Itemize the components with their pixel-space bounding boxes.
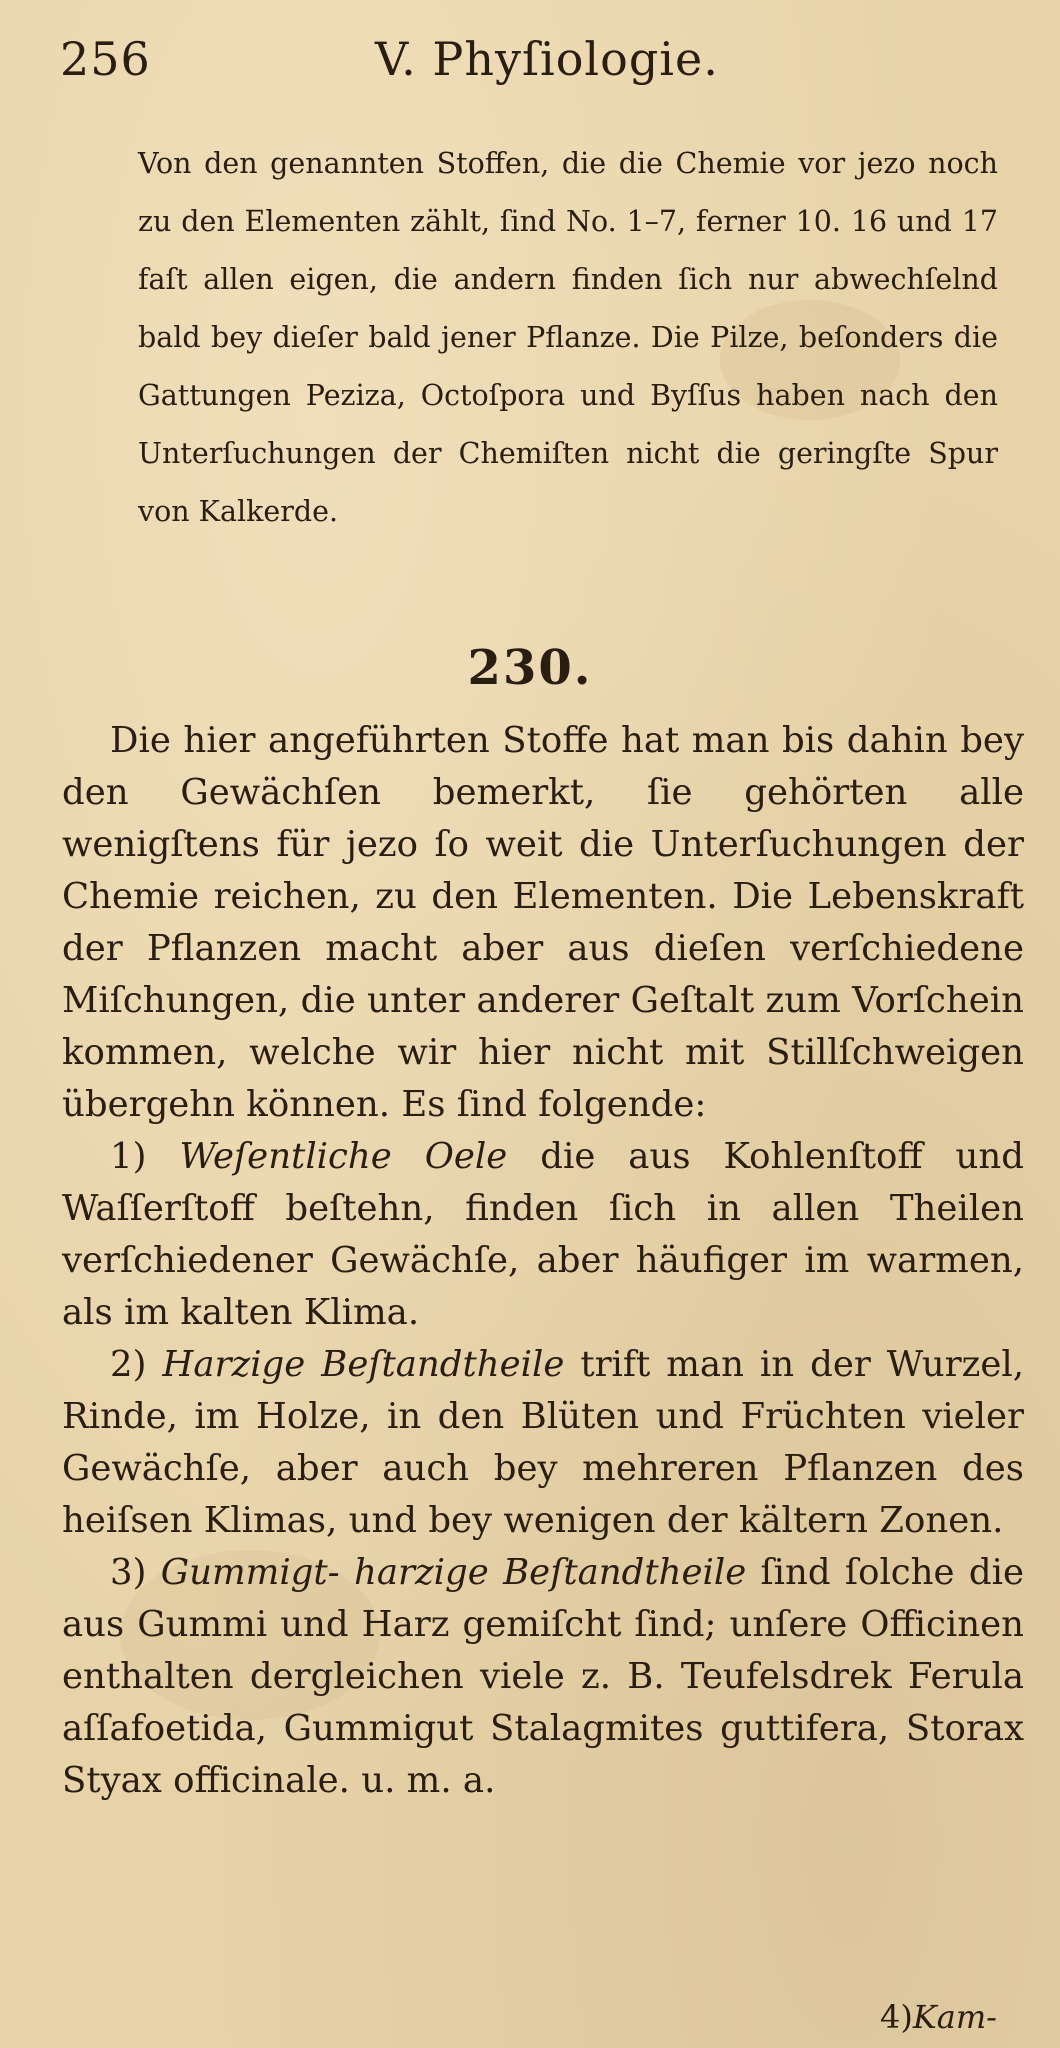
item-text: ſind ſolche die aus Gummi und Harz gemiſcht ſind; unſere Officinen enthalten dergleichen viele z. B. Teufelsdrek Ferula aſſafoetida, Gummigut Stalagmites guttifera, Storax Styax officinale. u. m. a. [62,1552,1024,1801]
section-number: 230. [467,640,593,696]
page-number: 256 [60,32,151,86]
item-term: Harzige Beſtandtheile [162,1344,565,1385]
catchword-number: 4) [880,1998,913,2036]
item-text: trift man in der Wurzel, Rinde, im Holze, in den Blüten und Früchten vieler Gewächſe, aber auch bey mehreren Pflanzen des heiſsen Klimas, und bey wenigen der kältern Zonen. [62,1344,1024,1541]
item-term: Gummigt- harzige Beſtandtheile [160,1552,747,1593]
catchword [880,1998,997,2036]
chapter-title: V. Phyſiologie. [375,32,719,86]
list-item [62,1131,1024,1339]
item-number: 3) [110,1552,147,1593]
list-item [62,1547,1024,1807]
item-number: 2) [110,1344,147,1385]
item-term: Weſentliche Oele [179,1136,508,1177]
section-body [62,715,1024,1807]
item-number: 1) [110,1136,147,1177]
section-intro: Die hier angeführten Stoffe hat man bis dahin bey den Gewächſen bemerkt, ſie gehörten alle wenigſtens für jezo ſo weit die Unterſuchungen der Chemie reichen, zu den Elementen. Die Lebenskraft der Pflanzen macht aber aus dieſen verſchiedene Miſchungen, die unter anderer Geſtalt zum Vorſchein kommen, welche wir hier nicht mit Stillſchweigen übergehn können. Es ſind folgende: [62,720,1024,1125]
catchword-text: Kam- [912,1998,997,2036]
footnote-text: Von den genannten Stoffen, die die Chemie vor jezo noch zu den Elementen zählt, ſind No. 1–7, ferner 10. 16 und 17 faſt allen eigen, die andern finden ſich nur abwechſelnd bald bey dieſer bald jener Pflanze. Die Pilze, beſonders die Gattungen Peziza, Octoſpora und Byſſus haben nach den Unterſuchungen der Chemiſten nicht die geringſte Spur von Kalkerde. [138,147,998,528]
list-item [62,1339,1024,1547]
item-text: die aus Kohlenſtoff und Waſſerſtoff beſtehn, finden ſich in allen Theilen verſchiedener Gewächſe, aber häufiger im warmen, als im kalten Klima. [62,1136,1025,1333]
footnote-block [138,135,998,541]
running-head [60,32,1020,92]
